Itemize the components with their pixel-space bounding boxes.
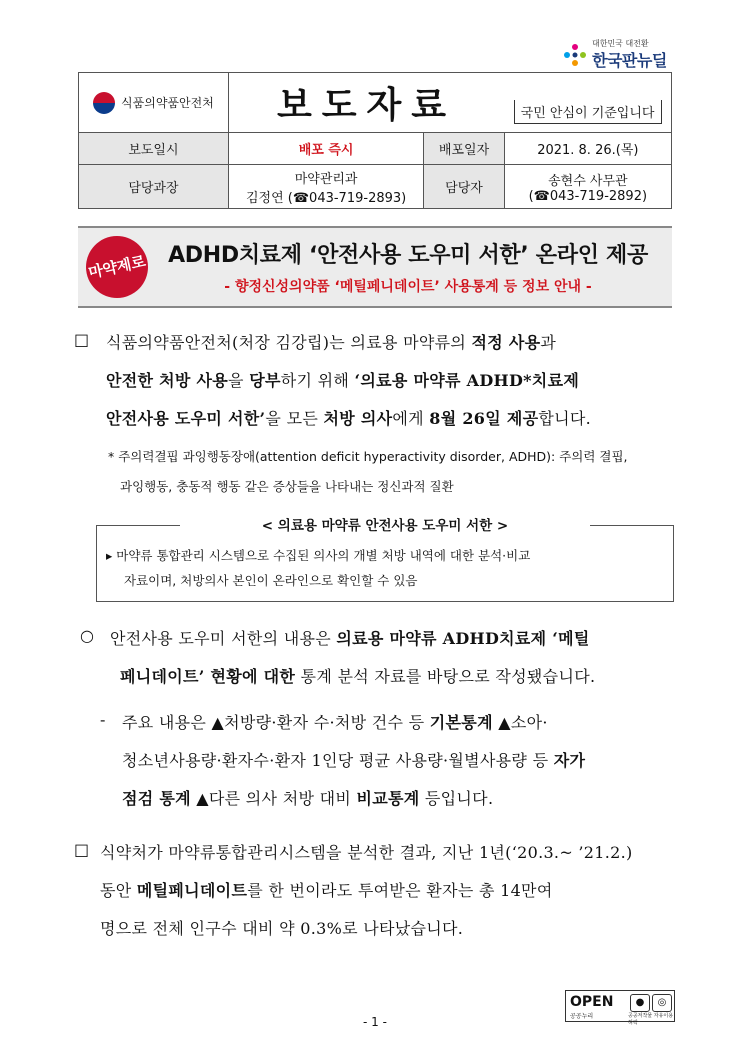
dist-value: 2021. 8. 26.(목) [504,133,671,165]
korean-new-deal-logo [562,38,672,72]
title-cell [228,73,504,133]
open-sub-label-2: 공공저작물 자유이용허락 [628,1013,674,1026]
open-sub-label: 공공누리 [570,1013,594,1020]
para4-line1: 식약처가 마약류통합관리시스템을 분석한 결과, 지난 1년(‘20.3.~ ’21.2.) [100,843,633,862]
para3-dash: - [100,710,106,729]
ministry-cell [79,73,229,133]
para4-line2: 동안 메틸페니데이트를 한 번이라도 투여받은 환자는 총 14만여 [100,881,553,900]
headline: ADHD치료제 ‘안전사용 도우미 서한’ 온라인 제공 [168,243,648,268]
para1-line3: 안전사용 도우미 서한’을 모든 처방 의사에게 8월 26일 제공합니다. [106,409,592,428]
ministry-name: 식품의약품안전처 [121,96,214,110]
footnote-line2: 과잉행동, 충동적 행동 같은 증상들을 나타내는 정신과적 질환 [120,479,454,494]
drug-zero-stamp: 마약제로 [80,230,154,304]
para3-line2: 청소년사용량·환자수·환자 1인당 평균 사용량·월별사용량 등 자가 [122,751,586,770]
commercial-use-icon: ◎ [652,994,672,1012]
info-box-title: < 의료용 마약류 안전사용 도우미 서한 > [180,514,590,534]
dept-contact: 김정연 (☎043-719-2893) [245,190,407,206]
officer-name: 송현수 사무관 [548,173,628,189]
officer-value [504,165,671,209]
logo-tagline: 대한민국 대전환 [592,39,649,48]
para3-line1: 주요 내용은 ▲처방량·환자 수·처방 건수 등 기본통계 ▲소아· [122,713,548,732]
page-number: - 1 - [363,1015,387,1029]
officer-contact: (☎043-719-2892) [528,188,648,204]
slogan-cell [504,73,671,133]
attribution-icon: ● [630,994,650,1012]
dist-label: 배포일자 [424,133,504,165]
para1-line1: 식품의약품안전처(처장 김강립)는 의료용 마약류의 적정 사용과 [106,333,557,352]
para1-bullet: □ [74,330,90,349]
para2-line1: 안전사용 도우미 서한의 내용은 의료용 마약류 ADHD치료제 ‘메틸 [110,629,590,648]
press-header-table [78,72,672,209]
new-deal-mark-icon [562,42,588,68]
para3-line3: 점검 통계 ▲다른 의사 처방 대비 비교통계 등입니다. [122,789,494,808]
info-box-line2: 자료이며, 처방의사 본인이 온라인으로 확인할 수 있음 [124,573,418,588]
logo-name: 한국판뉴딜 [592,51,667,70]
para2-line2: 페니데이트’ 현황에 대한 통계 분석 자료를 바탕으로 작성됐습니다. [120,667,596,686]
para1-line2: 안전한 처방 사용을 당부하기 위해 ‘의료용 마약류 ADHD*치료제 [106,371,580,390]
info-box-line1: ▸ 마약류 통합관리 시스템으로 수집된 의사의 개별 처방 내역에 대한 분석·비교 [106,548,531,563]
press-release-title: 보도자료 [276,85,457,126]
open-label: OPEN [570,994,614,1010]
dept-label: 담당과장 [79,165,229,209]
subheadline: - 향정신성의약품 ‘메틸페니데이트’ 사용통계 등 정보 안내 - [224,279,592,295]
slogan: 국민 안심이 기준입니다 [514,100,662,124]
title-banner [78,226,672,308]
dept-name: 마약관리과 [294,171,358,187]
dept-value [228,165,424,209]
release-value: 배포 즉시 [298,143,354,158]
para4-bullet: □ [74,840,90,859]
ministry-emblem-icon [93,92,115,114]
footnote-line1: * 주의력결핍 과잉행동장애(attention deficit hyperactivity disorder, ADHD): 주의력 결핍, [108,449,628,464]
para2-bullet: ○ [80,626,95,645]
para4-line3: 명으로 전체 인구수 대비 약 0.3%로 나타났습니다. [100,919,464,938]
officer-label: 담당자 [424,165,504,209]
release-label: 보도일시 [79,133,229,165]
